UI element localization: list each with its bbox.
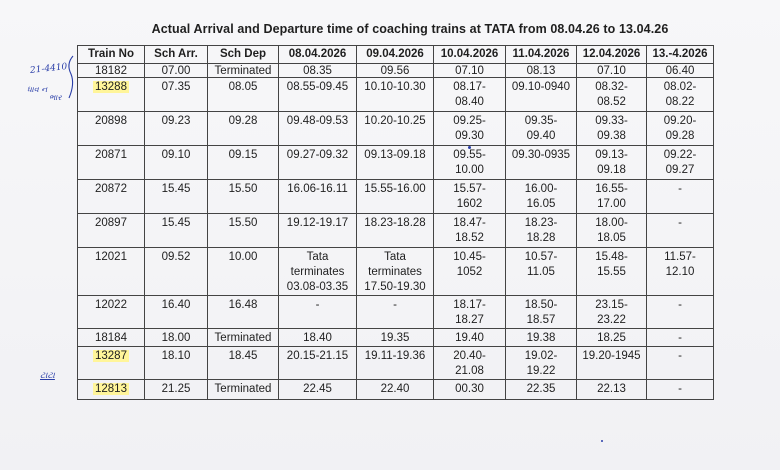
table-cell: 06.40 <box>647 64 714 78</box>
table-cell: 09.35- 09.40 <box>506 112 577 146</box>
train-number: 20897 <box>95 217 127 229</box>
table-cell: 18.25 <box>577 329 647 347</box>
page-title: Actual Arrival and Departure time of coaching trains at TATA from 08.04.26 to 13.04.26 <box>151 22 669 36</box>
header-date-5: 12.04.2026 <box>577 46 647 64</box>
cell-train-no <box>78 78 145 112</box>
table-cell: 10.45- 1052 <box>434 248 506 296</box>
table-cell: 00.30 <box>434 380 506 400</box>
table-cell: 19.38 <box>506 329 577 347</box>
table-row <box>78 347 714 380</box>
table-cell: - <box>357 296 434 329</box>
table-cell: 19.35 <box>357 329 434 347</box>
train-timing-table <box>77 45 714 400</box>
table-cell: 22.40 <box>357 380 434 400</box>
table-cell: 08.17- 08.40 <box>434 78 506 112</box>
ink-dot <box>601 440 603 442</box>
table-cell: 09.13- 09.18 <box>577 146 647 180</box>
table-cell: 08.05 <box>208 78 279 112</box>
table-cell: 09.27-09.32 <box>279 146 357 180</box>
train-number: 20872 <box>95 183 127 195</box>
table-cell: Terminated <box>208 64 279 78</box>
table-cell: 09.23 <box>145 112 208 146</box>
table-cell: 10.57- 11.05 <box>506 248 577 296</box>
cell-train-no <box>78 296 145 329</box>
table-cell: - <box>647 214 714 248</box>
table-cell: 19.40 <box>434 329 506 347</box>
header-date-2: 09.04.2026 <box>357 46 434 64</box>
table-row <box>78 78 714 112</box>
table-row <box>78 146 714 180</box>
table-cell: 18.17- 18.27 <box>434 296 506 329</box>
header-date-4: 11.04.2026 <box>506 46 577 64</box>
table-cell: 09.15 <box>208 146 279 180</box>
table-cell: 09.22- 09.27 <box>647 146 714 180</box>
table-cell: 07.00 <box>145 64 208 78</box>
table-row <box>78 180 714 214</box>
header-sch-arr: Sch Arr. <box>145 46 208 64</box>
cell-train-no <box>78 180 145 214</box>
table-cell: 19.02- 19.22 <box>506 347 577 380</box>
table-cell: 19.11-19.36 <box>357 347 434 380</box>
table-cell: 18.00 <box>145 329 208 347</box>
table-cell: 15.45 <box>145 180 208 214</box>
table-cell: 08.13 <box>506 64 577 78</box>
table-cell: 18.10 <box>145 347 208 380</box>
table-cell: 09.13-09.18 <box>357 146 434 180</box>
handwritten-note: 21-4410 <box>29 62 68 76</box>
table-cell: 09.33- 09.38 <box>577 112 647 146</box>
table-cell: Terminated <box>208 329 279 347</box>
cell-train-no <box>78 329 145 347</box>
table-cell: 08.02- 08.22 <box>647 78 714 112</box>
table-cell: 09.56 <box>357 64 434 78</box>
table-cell: 16.55- 17.00 <box>577 180 647 214</box>
table-cell: 07.10 <box>434 64 506 78</box>
table-cell: Tata terminates 03.08-03.35 <box>279 248 357 296</box>
ink-dot <box>468 146 471 149</box>
table-cell: 11.57- 12.10 <box>647 248 714 296</box>
train-number: 13288 <box>95 81 127 93</box>
table-cell: 10.20-10.25 <box>357 112 434 146</box>
table-cell: 18.45 <box>208 347 279 380</box>
train-number: 18184 <box>95 332 127 344</box>
train-number: 12022 <box>95 299 127 311</box>
table-cell: 07.10 <box>577 64 647 78</box>
table-cell: 09.28 <box>208 112 279 146</box>
table-cell: 18.23-18.28 <box>357 214 434 248</box>
table-cell: 15.55-16.00 <box>357 180 434 214</box>
table-row <box>78 380 714 400</box>
table-cell: 15.45 <box>145 214 208 248</box>
header-sch-dep: Sch Dep <box>208 46 279 64</box>
table-cell: 10.00 <box>208 248 279 296</box>
cell-train-no <box>78 214 145 248</box>
table-row <box>78 214 714 248</box>
train-number: 20871 <box>95 149 127 161</box>
train-number: 20898 <box>95 115 127 127</box>
table-cell: 08.55-09.45 <box>279 78 357 112</box>
table-cell: 16.00- 16.05 <box>506 180 577 214</box>
table-cell: 15.57- 1602 <box>434 180 506 214</box>
header-date-3: 10.04.2026 <box>434 46 506 64</box>
table-cell: 09.52 <box>145 248 208 296</box>
handwritten-note: ભાર <box>49 93 62 102</box>
table-cell: 09.55- 10.00 <box>434 146 506 180</box>
table-cell: 15.50 <box>208 214 279 248</box>
cell-train-no <box>78 248 145 296</box>
table-cell: 18.00- 18.05 <box>577 214 647 248</box>
table-cell: - <box>279 296 357 329</box>
table-cell: 16.48 <box>208 296 279 329</box>
table-cell: 23.15- 23.22 <box>577 296 647 329</box>
train-number: 12813 <box>95 383 127 395</box>
table-cell: 16.06-16.11 <box>279 180 357 214</box>
table-cell: 18.50- 18.57 <box>506 296 577 329</box>
table-cell: 19.12-19.17 <box>279 214 357 248</box>
table-cell: - <box>647 296 714 329</box>
table-cell: 20.40- 21.08 <box>434 347 506 380</box>
table-cell: 18.23- 18.28 <box>506 214 577 248</box>
table-cell: 09.20- 09.28 <box>647 112 714 146</box>
header-date-1: 08.04.2026 <box>279 46 357 64</box>
table-cell: 22.45 <box>279 380 357 400</box>
table-cell: 18.47- 18.52 <box>434 214 506 248</box>
table-cell: 09.30-0935 <box>506 146 577 180</box>
table-cell: 10.10-10.30 <box>357 78 434 112</box>
table-cell: 08.35 <box>279 64 357 78</box>
train-number: 12021 <box>95 251 127 263</box>
table-row <box>78 296 714 329</box>
table-row <box>78 112 714 146</box>
handwritten-note: ટાટા <box>40 371 55 381</box>
train-number: 18182 <box>95 65 127 77</box>
cell-train-no <box>78 146 145 180</box>
cell-train-no <box>78 112 145 146</box>
table-cell: 09.10 <box>145 146 208 180</box>
table-cell: - <box>647 347 714 380</box>
table-cell: 15.48- 15.55 <box>577 248 647 296</box>
header-train-no: Train No <box>78 46 145 64</box>
table-cell: Terminated <box>208 380 279 400</box>
table-cell: 16.40 <box>145 296 208 329</box>
table-cell: 22.35 <box>506 380 577 400</box>
table-cell: - <box>647 329 714 347</box>
margin-bracket-mark <box>63 54 79 102</box>
table-cell: - <box>647 180 714 214</box>
cell-train-no <box>78 380 145 400</box>
table-cell: - <box>647 380 714 400</box>
table-cell: 19.20-1945 <box>577 347 647 380</box>
cell-train-no <box>78 347 145 380</box>
table-cell: 18.40 <box>279 329 357 347</box>
table-cell: 08.32- 08.52 <box>577 78 647 112</box>
table-cell: Tata terminates 17.50-19.30 <box>357 248 434 296</box>
table-header-row <box>78 46 714 64</box>
header-date-6: 13.-4.2026 <box>647 46 714 64</box>
table-cell: 09.48-09.53 <box>279 112 357 146</box>
table-cell: 21.25 <box>145 380 208 400</box>
table-row <box>78 64 714 78</box>
table-cell: 09.25- 09.30 <box>434 112 506 146</box>
handwritten-note: ધાવ ન <box>27 85 48 94</box>
table-cell: 09.10-0940 <box>506 78 577 112</box>
table-cell: 22.13 <box>577 380 647 400</box>
cell-train-no <box>78 64 145 78</box>
table-cell: 07.35 <box>145 78 208 112</box>
table-row <box>78 329 714 347</box>
table-cell: 20.15-21.15 <box>279 347 357 380</box>
train-number: 13287 <box>95 350 127 362</box>
table-row <box>78 248 714 296</box>
table-cell: 15.50 <box>208 180 279 214</box>
